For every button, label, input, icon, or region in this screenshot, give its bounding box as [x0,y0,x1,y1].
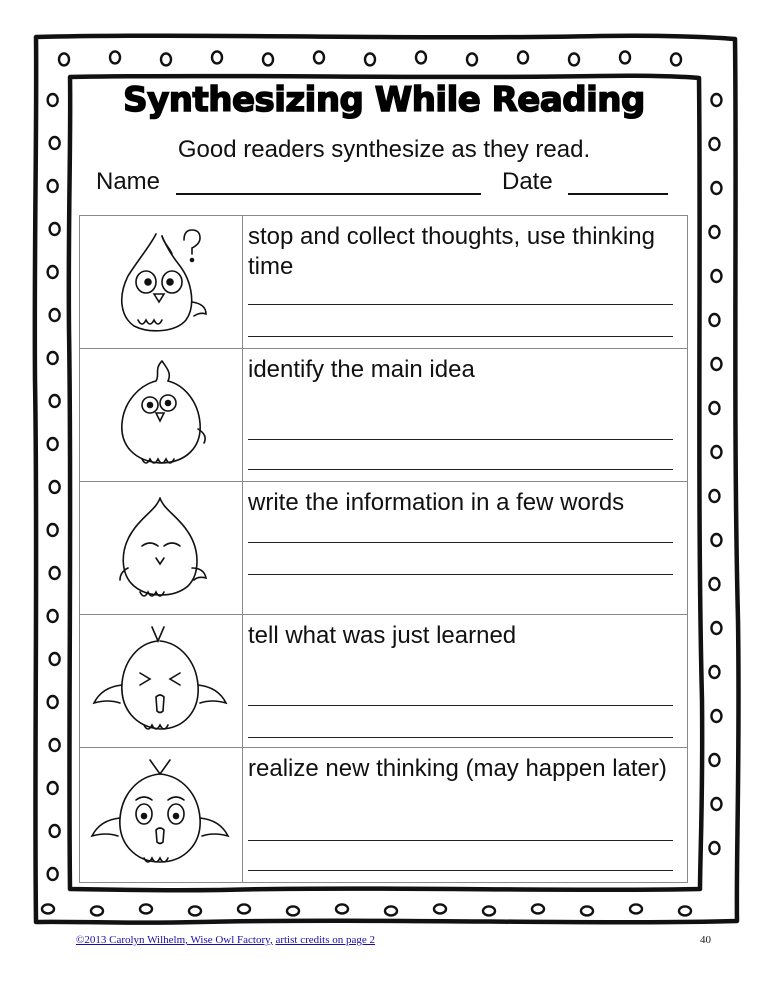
page-number: 40 [700,934,711,946]
surprised-owl-icon [80,748,242,880]
border-dot [679,906,691,915]
border-dot [711,534,721,546]
border-dot [161,53,171,65]
answer-line[interactable] [248,870,673,871]
answer-line[interactable] [248,469,673,470]
synthesizing-steps-table [79,215,688,883]
border-dot [671,53,681,65]
border-dot [50,137,60,149]
step-cell [243,216,688,349]
border-dot [263,53,273,65]
thinking-owl-icon [80,216,242,348]
border-dot [314,51,324,63]
border-dot [711,94,721,106]
date-label: Date [502,168,553,195]
footer-credits [76,934,375,946]
owl-cell [80,615,243,748]
step-text: tell what was just learned [248,622,517,649]
answer-line[interactable] [248,737,673,738]
step-text: realize new thinking (may happen later) [248,755,667,782]
border-dot [365,53,375,65]
border-dot [48,868,58,880]
date-blank[interactable] [568,193,668,195]
answer-line[interactable] [248,439,673,440]
border-dot [467,53,477,65]
owl-cell [80,349,243,482]
worksheet-title: Synthesizing While Reading [123,80,645,120]
border-dot [50,567,60,579]
border-dot [709,314,719,326]
step-text: identify the main idea [248,356,475,383]
name-blank[interactable] [176,193,481,195]
copyright-link[interactable]: ©2013 Carolyn Wilhelm, Wise Owl Factory, [76,934,273,946]
step-text: stop and collect thoughts, use thinking time [248,223,655,280]
answer-line[interactable] [248,574,673,575]
artist-credits-link[interactable]: artist credits on page 2 [275,934,376,946]
answer-line[interactable] [248,304,673,305]
border-dot [48,610,58,622]
border-dot [630,904,642,913]
border-dot [50,739,60,751]
border-dot [709,842,719,854]
name-label: Name [96,168,161,195]
border-dot [50,481,60,493]
table-row [80,615,688,748]
name-date-row [96,168,676,198]
table-row [80,482,688,615]
border-dot [483,906,495,915]
border-dot [48,524,58,536]
border-dot [711,270,721,282]
border-dot [50,309,60,321]
border-dot [709,138,719,150]
border-dot [48,438,58,450]
border-dot [48,180,58,192]
border-dot [42,904,54,913]
border-dot [569,53,579,65]
border-dot [709,226,719,238]
border-dot [50,395,60,407]
border-dot [416,51,426,63]
border-dot [287,906,299,915]
border-dot [434,904,446,913]
border-dot [140,904,152,913]
border-dot [238,904,250,913]
answer-line[interactable] [248,542,673,543]
border-dot [709,666,719,678]
border-dot [711,358,721,370]
border-dot [48,352,58,364]
border-dot [709,490,719,502]
border-dot [48,94,58,106]
answer-line[interactable] [248,705,673,706]
border-dot [212,51,222,63]
step-cell [243,349,688,482]
step-text: write the information in a few words [248,489,625,516]
border-dot [711,182,721,194]
step-cell [243,482,688,615]
border-dot [336,904,348,913]
border-dot [532,904,544,913]
border-dot [709,578,719,590]
border-dot [711,798,721,810]
border-dot [189,906,201,915]
border-dot [50,653,60,665]
curious-owl-icon [80,349,242,481]
worksheet-subtitle: Good readers synthesize as they read. [177,136,591,163]
border-dot [711,446,721,458]
border-dot [48,782,58,794]
happy-owl-icon [80,482,242,614]
border-dot [385,906,397,915]
border-dot [59,53,69,65]
answer-line[interactable] [248,336,673,337]
border-dot [110,51,120,63]
step-cell [243,748,688,883]
border-dot [709,402,719,414]
border-dot [518,51,528,63]
border-dot [48,266,58,278]
border-dot [620,51,630,63]
table-row [80,748,688,883]
step-cell [243,615,688,748]
owl-cell [80,216,243,349]
border-dot [711,710,721,722]
squinting-owl-icon [80,615,242,747]
border-dot [50,825,60,837]
table-row [80,216,688,349]
border-dot [581,906,593,915]
answer-line[interactable] [248,840,673,841]
table-row [80,349,688,482]
owl-cell [80,482,243,615]
border-dot [50,223,60,235]
border-dot [711,622,721,634]
border-dot [91,906,103,915]
owl-cell [80,748,243,883]
border-dot [48,696,58,708]
border-dot [709,754,719,766]
